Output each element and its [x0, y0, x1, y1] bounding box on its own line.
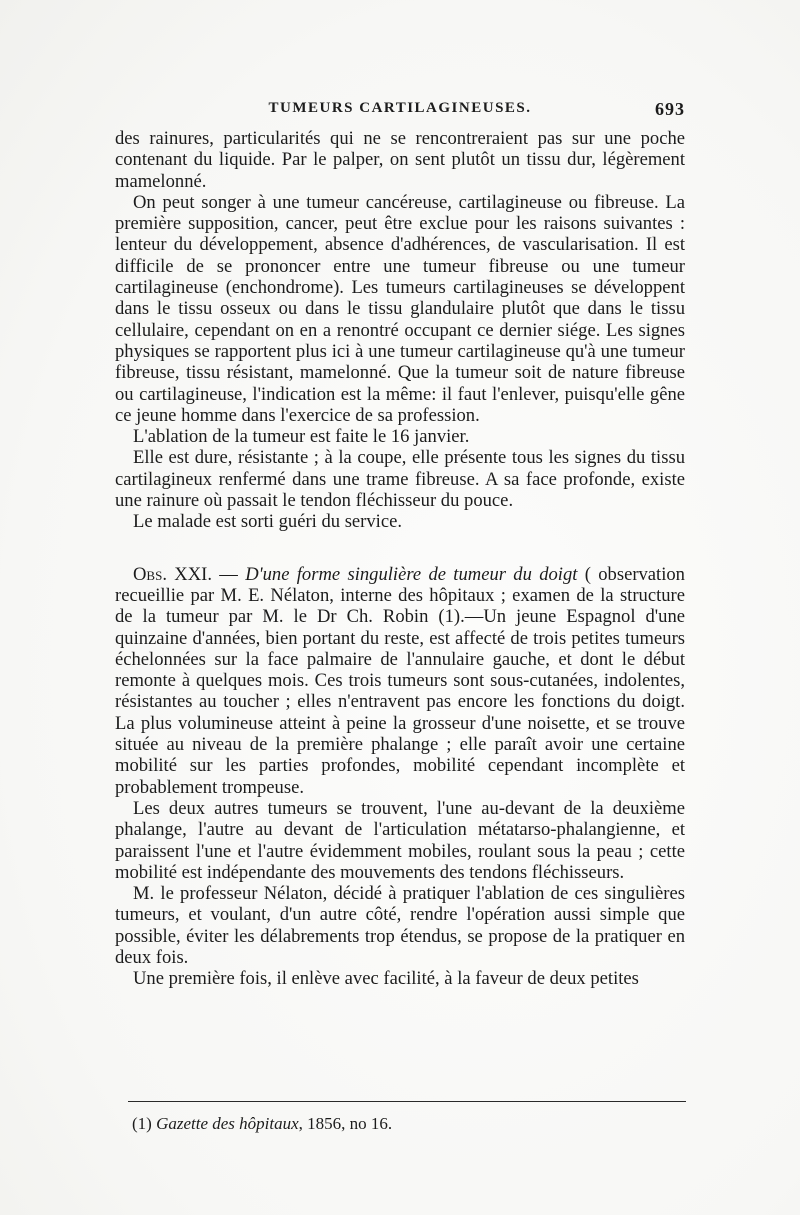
- paragraph-description: Elle est dure, résistante ; à la coupe, elle présente tous les signes du tissu cartilagineux renfermé dans une trame fibreuse. A sa face profonde, existe une rainure où passait le tendon fléchisseur du pouce.: [115, 447, 685, 512]
- footnote-rule: [128, 1101, 686, 1102]
- paragraph-operation-plan: M. le professeur Nélaton, décidé à pratiquer l'ablation de ces singulières tumeurs, et voulant, d'un autre côté, rendre l'opération aussi simple que possible, éviter les délabrements trop étendus, se propose de la pratiquer en deux fois.: [115, 883, 685, 968]
- observation-label: Obs. XXI.: [133, 563, 212, 585]
- footnote-details: , 1856, no 16.: [298, 1114, 393, 1133]
- footnote: [132, 1114, 692, 1134]
- observation-paragraph: [115, 564, 685, 798]
- section-gap: [115, 533, 685, 564]
- running-title: TUMEURS CARTILAGINEUSES.: [268, 100, 532, 116]
- body-text: [115, 128, 685, 990]
- paragraph-first-operation: Une première fois, il enlève avec facilité, à la faveur de deux petites: [133, 968, 639, 990]
- page-header: [115, 100, 685, 122]
- observation-text: ( observation recueillie par M. E. Nélaton, interne des hôpitaux ; examen de la structure de la tumeur par M. le Dr Ch. Robin (1).—Un jeune Espagnol d'une quinzaine d'années, bien portant du reste, est affecté de trois petites tumeurs échelonnées sur la face palmaire de l'annulaire gauche, et dont le début remonte à quelques mois. Ces trois tumeurs sont sous-cutanées, indolentes, résistantes au toucher ; elles n'entravent pas encore les fonctions du doigt. La plus volumineuse atteint à peine la grosseur d'une noisette, et se trouve située au niveau de la première phalange ; elle paraît avoir une certaine mobilité sur les parties profondes, mobilité cependant incomplète et probablement trompeuse.: [115, 563, 685, 798]
- paragraph-other-tumors: Les deux autres tumeurs se trouvent, l'une au-devant de la deuxième phalange, l'autre au devant de l'articulation métatarso-phalangienne, et paraissent l'une et l'autre évidemment mobiles, roulant sous la peau ; cette mobilité est indépendante des mouvements des tendons fléchisseurs.: [115, 797, 685, 883]
- footnote-marker: (1): [132, 1114, 157, 1133]
- paragraph-discharge: Le malade est sorti guéri du service.: [133, 511, 402, 533]
- page-number: 693: [655, 99, 685, 119]
- paragraph-diagnosis: On peut songer à une tumeur cancéreuse, cartilagineuse ou fibreuse. La première supposition, cancer, peut être exclue pour les raisons suivantes : lenteur du développement, absence d'adhérences, de vascularisation. Il est difficile de se prononcer entre une tumeur fibreuse ou une tumeur cartilagineuse (enchondrome). Les tumeurs cartilagineuses se développent dans le tissu osseux ou dans le tissu glandulaire plutôt que dans le tissu cellulaire, cependant on en a renontré occupant ce dernier siége. Les signes physiques se rapportent plus ici à une tumeur cartilagineuse qu'à une tumeur fibreuse, tissu résistant, mamelonné. Que la tumeur soit de nature fibreuse ou cartilagineuse, l'indication est la même: il faut l'enlever, puisqu'elle gêne ce jeune homme dans l'exercice de sa profession.: [115, 191, 685, 426]
- footnote-source: Gazette des hôpitaux: [156, 1114, 299, 1133]
- observation-title: D'une forme singulière de tumeur du doigt: [245, 563, 578, 585]
- paragraph-ablation: L'ablation de la tumeur est faite le 16 janvier.: [133, 426, 470, 448]
- paragraph-continuation: des rainures, particularités qui ne se rencontreraient pas sur une poche contenant du liquide. Par le palper, on sent plutôt un tissu dur, légèrement mamelonné.: [115, 128, 685, 192]
- observation-dash: —: [211, 563, 246, 585]
